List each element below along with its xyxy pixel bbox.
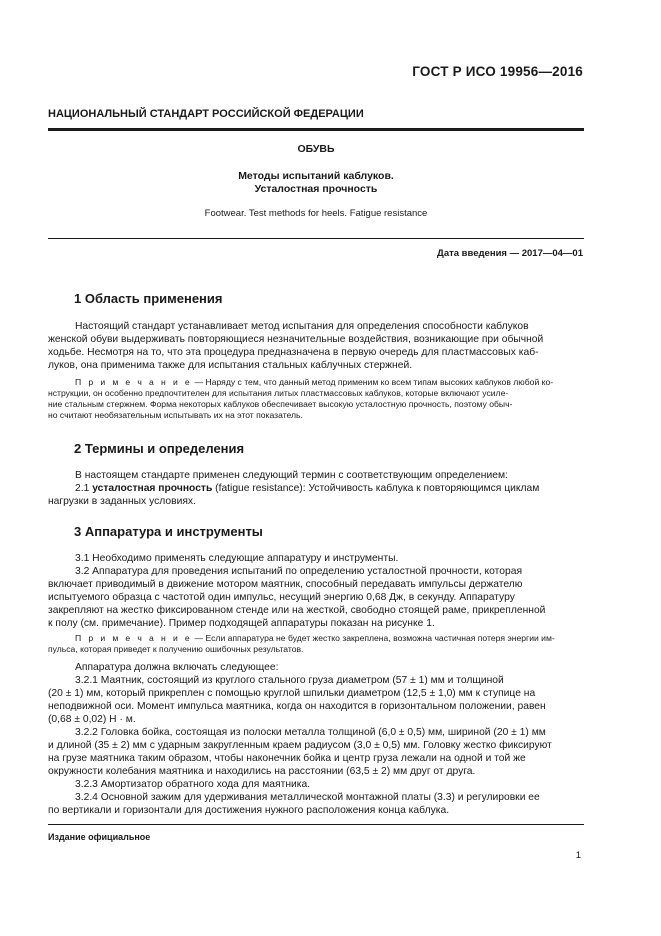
english-title: Footwear. Test methods for heels. Fatigue resistance — [204, 208, 428, 219]
note-line: пульса, которая приведет к получению ошибочных результатов. — [48, 644, 304, 654]
term-line — [48, 482, 584, 495]
text-line: и длиной (35 ± 2) мм с ударным закругленным краем радиусом (3,0 ± 0,5) мм. Головку жестко фиксируют — [48, 740, 552, 751]
text-line: на грузе маятника таким образом, чтобы наконечник бойка и центр груза лежали на одной и той же — [48, 753, 526, 764]
text-line: окружности колебания маятника и находились на расстоянии (63,5 ± 2) мм друг от друга. — [48, 766, 476, 777]
text-line: 3.2.1 Маятник, состоящий из круглого стального груза диаметром (57 ± 1) мм и толщиной — [75, 675, 504, 686]
footer-rule — [48, 824, 584, 825]
document-title-line-2: Усталостная прочность — [254, 183, 378, 195]
text-line: луков, она применима также для испытания стальных каблучных стержней. — [48, 360, 413, 371]
section-3-heading: 3 Аппаратура и инструменты — [74, 524, 263, 539]
section-3-paragraph-3-2 — [48, 565, 584, 630]
title-rule — [48, 238, 584, 239]
section-3-paragraph-3-1 — [48, 552, 584, 565]
term: усталостная прочность — [92, 483, 213, 494]
note-text: — Наряду с тем, что данный метод применим ко всем типам высоких каблуков любой ко- — [192, 377, 554, 387]
section-2-heading: 2 Термины и определения — [74, 441, 245, 456]
text-line: (20 ± 1) мм, который прикреплен с помощью круглой шпильки диаметром (12,5 ± 1,0) мм к ступице на — [48, 688, 536, 699]
introduction-date: Дата введения — 2017—04—01 — [437, 248, 583, 259]
note-line: нструкции, он особенно предпочтителен для испытания литых пластмассовых каблуков, которые включают усиле- — [48, 388, 509, 398]
text-line: 3.2.4 Основной зажим для удерживания металлической монтажной платы (3.3) и регулировки ее — [75, 792, 540, 803]
text-line: (0,68 ± 0,02) Н · м. — [48, 714, 136, 725]
note-line: ние стальным стержнем. Форма некоторых каблуков обеспечивает высокую усталостную прочность, поэтому обыч- — [48, 399, 513, 409]
text-line: неподвижной оси. Момент импульса маятника, когда он находится в горизонтальном положении, равен — [48, 701, 546, 712]
document-category: ОБУВЬ — [297, 143, 335, 155]
text-line: по вертикали и горизонтали для достижения нужного расположения конца каблука. — [48, 805, 450, 816]
document-title-line-1: Методы испытаний каблуков. — [238, 170, 394, 182]
text-line: 3.2.3 Амортизатор обратного хода для маятника. — [75, 779, 311, 790]
header-rule — [48, 128, 584, 131]
section-1-note — [48, 377, 584, 421]
section-1-paragraph — [48, 320, 584, 372]
text-line: включает приводимый в движение мотором маятник, способный передавать импульсы держателю — [48, 579, 523, 590]
note-line — [48, 633, 584, 644]
note-label: П р и м е ч а н и е — [75, 633, 193, 643]
term-number: 2.1 — [75, 483, 93, 494]
text-line: Настоящий стандарт устанавливает метод испытания для определения способности каблуков — [75, 321, 529, 332]
text-line: Аппаратура должна включать следующее: — [75, 662, 279, 673]
section-3-paragraph-list — [48, 661, 584, 817]
national-standard-banner: НАЦИОНАЛЬНЫЙ СТАНДАРТ РОССИЙСКОЙ ФЕДЕРАЦИИ — [48, 108, 364, 120]
text-line: женской обуви выдерживать повторяющиеся незначительные воздействия, возникающие при обычной — [48, 334, 544, 345]
note-text: — Если аппаратура не будет жестко закреплена, возможна частичная потеря энергии им- — [192, 633, 555, 643]
page-number: 1 — [575, 850, 581, 861]
edition-label: Издание официальное — [48, 832, 151, 842]
note-line — [48, 377, 584, 388]
text-line: 3.2.2 Головка бойка, состоящая из полоски металла толщиной (6,0 ± 0,5) мм, шириной (20 ± 1) мм — [75, 727, 546, 738]
text-line: 3.1 Необходимо применять следующие аппаратуру и инструменты. — [75, 553, 399, 564]
note-label: П р и м е ч а н и е — [75, 377, 193, 387]
section-2-paragraph — [48, 469, 584, 508]
section-1-heading: 1 Область применения — [74, 291, 223, 306]
note-line: но считают необязательным испытывать их на этот показатель. — [48, 410, 303, 420]
text-line: 3.2 Аппаратура для проведения испытаний по определению усталостной прочности, которая — [75, 566, 523, 577]
text-line: В настоящем стандарте применен следующий термин с соответствующим определением: — [75, 470, 508, 481]
text-line: к полу (см. примечание). Пример подходящей аппаратуры показан на рисунке 1. — [48, 618, 435, 629]
text-line: закрепляют на жестко фиксированном стенде или на жесткой, свободно стоящей раме, прикрепленной — [48, 605, 546, 616]
section-3-note — [48, 633, 584, 655]
standard-number: ГОСТ Р ИСО 19956—2016 — [412, 64, 583, 79]
text-line: нагрузки в заданных условиях. — [48, 496, 196, 507]
text-line: испытуемого образца с частотой один импульс, несущий энергию 0,68 Дж, в секунду. Аппаратуру — [48, 592, 515, 603]
term-definition: (fatigue resistance): Устойчивость каблука к повторяющимся циклам — [212, 483, 540, 494]
text-line: ходьбе. Несмотря на то, что эта процедура предназначена в первую очередь для пластмассовых каб- — [48, 347, 539, 358]
